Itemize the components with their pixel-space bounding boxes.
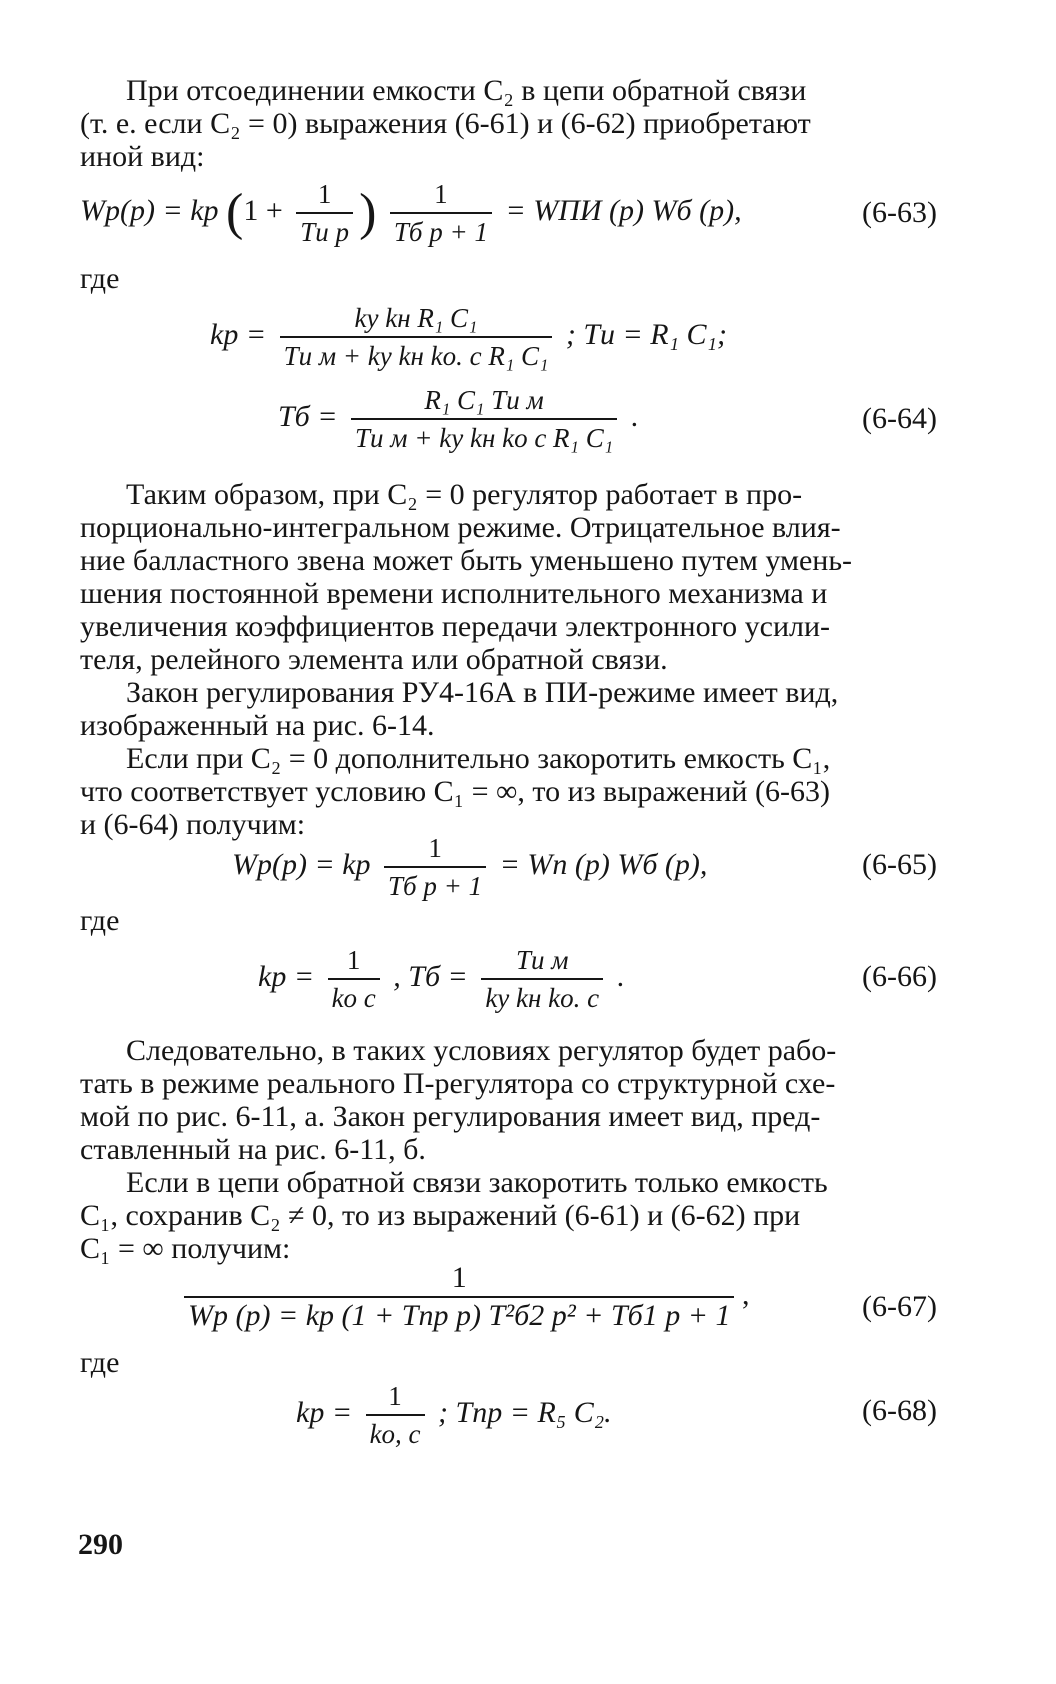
paragraph-6: Если в цепи обратной связи закоротить только емкость C₁, сохранив C₂ ≠ 0, то из выражений (6-61) и (6-62) при C₁ = ∞ получим:	[80, 1166, 828, 1265]
paragraph-5: Следовательно, в таких условиях регулятор будет рабо- тать в режиме реального П-регулятора со структурной схе- мой по рис. 6-11, а. Закон регулирования имеет вид, пред- ставленный на рис. 6-11, б.	[80, 1034, 837, 1166]
equation-6-66: kр = $\frac{1}{\text{kо с}}$ , Tб = $\frac{\text{Tи м}}{\text{kу kн kо. с}}$ .	[258, 945, 625, 1013]
equation-number-6-67: (6-67)	[862, 1290, 937, 1323]
equation-6-67: $\frac{1}{\text{Wр (p) = kр (1 + Tпр p) T²б2 p² + Tб1 p + 1}}$ ,	[184, 1262, 749, 1332]
equation-number-6-68: (6-68)	[862, 1394, 937, 1427]
equation-6-64-tb: Tб = $\frac{\text{R₁ C₁ Tи м}}{\text{Tи м + kу kн kо с R₁ C₁}}$ .	[278, 385, 639, 453]
where-label: где	[80, 262, 120, 295]
equation-number-6-65: (6-65)	[862, 848, 937, 881]
where-label-3: где	[80, 1346, 120, 1379]
equation-6-65: Wр(p) = kр $\frac{1}{\text{Tб p + 1}}$ = Wп (p) Wб (p),	[232, 833, 708, 901]
where-label-2: где	[80, 904, 120, 937]
equation-6-64-kr: kр = $\frac{\text{kу kн R₁ C₁}}{\text{Tи м + kу kн kо. с R₁ C₁}}$ ; Tи = R₁ C₁;	[210, 303, 727, 371]
paragraph-3: Закон регулирования РУ4-16А в ПИ-режиме имеет вид, изображенный на рис. 6-14.	[80, 676, 839, 742]
equation-number-6-63: (6-63)	[862, 196, 937, 229]
paragraph-1: При отсоединении емкости C₂ в цепи обратной связи (т. е. если C₂ = 0) выражения (6-61) и (6-62) приобретают иной вид:	[80, 74, 811, 173]
equation-6-68: kр = $\frac{1}{kо, с}$ ; Tпр = R₅ C₂.	[296, 1381, 612, 1449]
equation-number-6-64: (6-64)	[862, 402, 937, 435]
paragraph-2: Таким образом, при C₂ = 0 регулятор работает в про- порционально-интегральном режиме. Отрицательное влия- ние балластного звена может быть уменьшено путем умень- шения постоянной времени исполнительного механизма и увеличения коэффициентов передачи электронного усили- теля, релейного элемента или обратной связи.	[80, 478, 853, 676]
equation-number-6-66: (6-66)	[862, 960, 937, 993]
equation-6-63: Wр(p) = kр (1 + $\frac{1}{\text{Tи p}}$ ) $\frac{1}{\text{Tб p + 1}}$ = WПИ (p) Wб (p),	[80, 179, 742, 247]
page-number: 290	[78, 1528, 123, 1561]
paragraph-4: Если при C₂ = 0 дополнительно закоротить емкость C₁, что соответствует условию C₁ = ∞, то из выражений (6-63) и (6-64) получим:	[80, 742, 831, 841]
